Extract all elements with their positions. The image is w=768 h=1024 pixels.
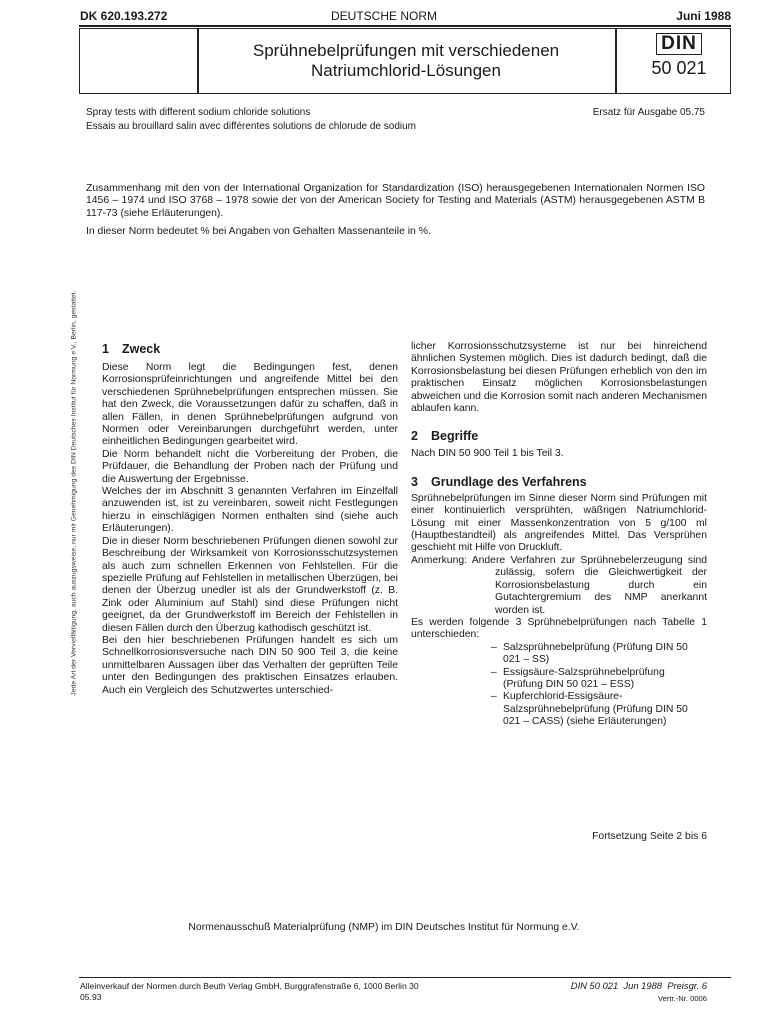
list-item xyxy=(491,667,707,692)
footer-publisher: Alleinverkauf der Normen durch Beuth Verlag GmbH, Burggrafenstraße 6, 1000 Berlin 30 xyxy=(80,981,419,991)
section-1-paragraph-2: Die Norm behandelt nicht die Vorbereitung der Proben, die Prüfdauer, die Behandlung der Proben nach der Prüfung und die Auswertung der Ergebnisse. xyxy=(102,448,398,485)
section-3-paragraph-2: Es werden folgende 3 Sprühnebelprüfungen nach Tabelle 1 unterschieden: xyxy=(411,616,707,641)
list-item-text: Essigsäure-Salzsprühnebelprüfung (Prüfung DIN 50 021 – ESS) xyxy=(503,666,665,690)
list-item xyxy=(491,642,707,667)
section-1-paragraph-1: Diese Norm legt die Bedingungen fest, denen Korrosionsprüfeinrichtungen und angreifende Mittel bei den verschiedenen Sprühnebelprüfungen entsprechen müssen. Sie hat den Zweck, die Voraussetzungen dafür zu schaffen, daß in allen Fällen, in denen Sprühnebelprüfungen aufgrund von Normen oder Vereinbarungen durchgeführt werden, unter einheitlichen Bedingungen gearbeitet wird. xyxy=(102,362,398,448)
section-2-title: Begriffe xyxy=(431,429,479,444)
section-3-anmerkung: Anmerkung: Andere Verfahren zur Sprühnebelerzeugung sind zulässig, sofern die Gleichwertigkeit der Korrosionsbelastung durch ein Gutachtergremium des NMP anerkannt worden ist. xyxy=(411,554,707,616)
section-3-paragraph-1: Sprühnebelprüfungen im Sinne dieser Norm sind Prüfungen mit einer kontinuierlich versprühten, wäßrigen Natriumchlorid-Lösung mit einer Massenkonzentration von 5 g/100 ml (Hauptbestandteil) als angreifendes Mittel. Das Versprühen geschieht mit Hilfe von Druckluft. xyxy=(411,492,707,554)
list-dash: – xyxy=(491,691,497,703)
footer-vertriebs-number: Vertr.-Nr. 0006 xyxy=(658,994,707,1003)
title-line-1: Sprühnebelprüfungen mit verschiedenen xyxy=(252,40,560,60)
committee-line: Normenausschuß Materialprüfung (NMP) im DIN Deutsches Institut für Normung e.V. xyxy=(188,922,580,933)
din-mark: DIN xyxy=(656,33,702,55)
ersatz-note: Ersatz für Ausgabe 05.75 xyxy=(592,107,705,118)
title-line-2: Natriumchlorid-Lösungen xyxy=(311,60,501,80)
intro-paragraph: Zusammenhang mit den von der International Organization for Standardization (ISO) herausgegebenen Internationalen Normen ISO 1456 – 1974 und ISO 3768 – 1978 sowie der von der American Society for Testing and Materials (ASTM) herausgegebenen ASTM B 117-73 (siehe Erläuterungen). xyxy=(86,183,705,219)
section-3-heading xyxy=(411,475,707,489)
section-1-heading xyxy=(102,342,398,356)
footer-din-reference: DIN 50 021 Jun 1988 Preisgr. 6 xyxy=(570,980,707,991)
dk-number: DK 620.193.272 xyxy=(80,9,168,23)
section-2-heading xyxy=(411,429,707,443)
din-logo xyxy=(627,33,731,79)
section-2-number: 2 xyxy=(411,429,418,444)
list-dash: – xyxy=(491,666,497,678)
issue-date: Juni 1988 xyxy=(676,9,731,23)
list-item-text: Kupferchlorid-Essigsäure-Salzsprühnebelprüfung (Prüfung DIN 50 021 – CASS) (siehe Erläuterungen) xyxy=(503,691,688,728)
left-column xyxy=(102,342,398,697)
list-item xyxy=(491,691,707,728)
section-1-paragraph-5: Bei den hier beschriebenen Prüfungen handelt es sich um Schnellkorrosionsversuche nach DIN 50 900 Teil 3, die keine unmittelbaren Aussagen über das Verhalten der geprüften Teile unter den Bedingungen des praktischen Einsatzes erlauben. Auch ein Vergleich des Schutzwertes unterschied- xyxy=(102,634,398,696)
french-title: Essais au brouillard salin avec différentes solutions de chlorude de sodium xyxy=(86,121,417,132)
footer-rule xyxy=(79,977,731,978)
footer-print-date: 05.93 xyxy=(80,992,102,1002)
section-1-paragraph-4: Die in dieser Norm beschriebenen Prüfungen dienen sowohl zur Beschreibung der Wirksamkeit von Korrosionsschutzsystemen als auch zum schnellen Erkennen von Fehlstellen. Für die spezielle Prüfung auf Fehlstellen in metallischen Überzügen, bei denen der Überzug unedler ist als der Grundwerkstoff (z. B. Zink oder Aluminium auf Stahl) sind diese Prüfungen nicht geeignet, da der Grundwerkstoff im Bereich der Fehlstellen in diesen Fällen durch den Überzug kathodisch geschützt ist. xyxy=(102,535,398,634)
english-title: Spray tests with different sodium chloride solutions xyxy=(86,107,311,118)
list-dash: – xyxy=(491,641,497,653)
section-1-number: 1 xyxy=(102,342,109,356)
list-item-text: Salzsprühnebelprüfung (Prüfung DIN 50 021 – SS) xyxy=(503,641,688,666)
copyright-side-note xyxy=(69,243,79,743)
title-divider-right xyxy=(615,29,617,93)
deutsche-norm-label: DEUTSCHE NORM xyxy=(330,9,437,23)
test-method-list xyxy=(411,642,707,729)
side-note-text: Jede Art der Vervielfältigung, auch auszugsweise, nur mit Genehmigung des DIN Deutsches Institut für Normung e.V., Berlin, gestattet. xyxy=(70,290,78,696)
section-1-title: Zweck xyxy=(122,342,161,356)
intro-percent-note: In dieser Norm bedeutet % bei Angaben von Gehalten Massenanteile in %. xyxy=(86,226,431,237)
section-2-paragraph: Nach DIN 50 900 Teil 1 bis Teil 3. xyxy=(411,448,564,460)
header-rule xyxy=(79,25,731,27)
section-1-paragraph-3: Welches der im Abschnitt 3 genannten Verfahren im Einzelfall anzuwenden ist, ist zu vereinbaren, soweit nicht Festlegungen hierzu in einschlägigen Normen enthalten sind (siehe auch Erläuterungen). xyxy=(102,486,398,535)
title-box xyxy=(79,28,731,94)
section-3-title: Grundlage des Verfahrens xyxy=(431,474,587,489)
continuation-note: Fortsetzung Seite 2 bis 6 xyxy=(592,831,707,842)
standard-number: 50 021 xyxy=(651,58,707,78)
section-3-number: 3 xyxy=(411,474,418,489)
document-title xyxy=(198,29,614,92)
section-1-paragraph-5-continued: licher Korrosionsschutzsysteme ist nur bei hinreichend ähnlichen Systemen möglich. Dies ist dadurch bedingt, daß die Korrosionsbelastung bei diesen Prüfungen erheblich von den im praktischen Einsatz möglichen Korrosionsbelastungen abweichen und die Korrosion somit nach anderen Mechanismen ablaufen kann. xyxy=(411,341,707,415)
right-column xyxy=(411,341,707,729)
